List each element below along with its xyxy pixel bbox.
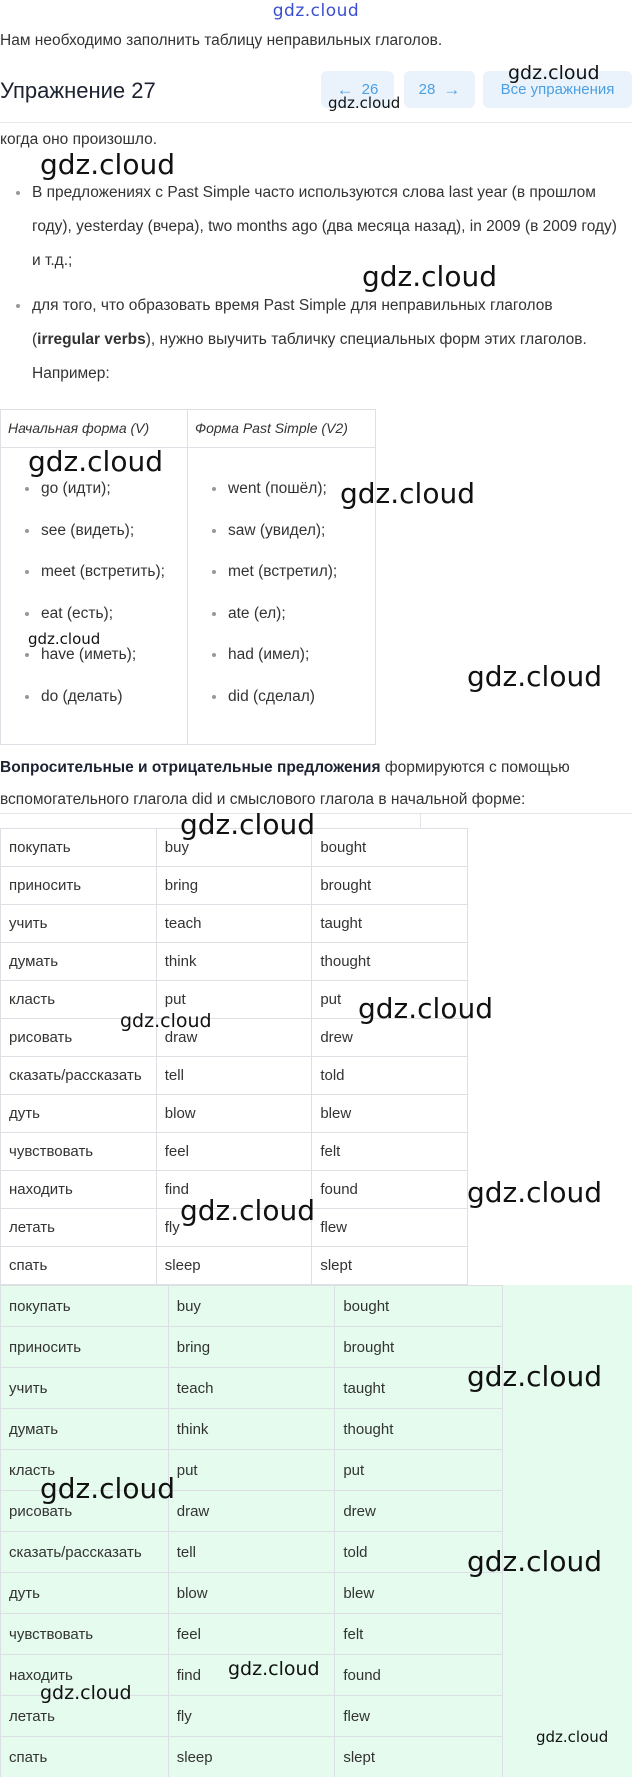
table-row (1, 1573, 503, 1614)
table-cell: sleep (168, 1737, 335, 1777)
past-form-item: met (встретил); (188, 551, 375, 593)
site-logo[interactable]: gdz.cloud (272, 1, 360, 21)
table-cell: bought (312, 829, 468, 867)
next-exercise-button[interactable] (404, 71, 475, 108)
table-cell: think (156, 943, 312, 981)
table-cell: slept (335, 1737, 503, 1777)
past-form-item: went (пошёл); (188, 468, 375, 510)
header-base-form: Начальная форма (V) (1, 410, 188, 447)
watermark: gdz.cloud (467, 1360, 602, 1393)
table-cell: blew (335, 1573, 503, 1614)
header-past-form: Форма Past Simple (V2) (195, 420, 348, 436)
watermark: gdz.cloud (40, 148, 175, 181)
table-cell: brought (312, 867, 468, 905)
table-cell: buy (168, 1286, 335, 1327)
table-cell: flew (312, 1209, 468, 1247)
table-cell: teach (156, 905, 312, 943)
table-cell: спать (1, 1247, 157, 1285)
table-row (1, 867, 468, 905)
watermark: gdz.cloud (28, 445, 163, 478)
table-cell: buy (156, 829, 312, 867)
watermark: gdz.cloud (228, 1658, 320, 1680)
table-row (1, 1737, 503, 1777)
watermark: gdz.cloud (358, 992, 493, 1025)
table-cell: спать (1, 1737, 169, 1777)
table-row (1, 1286, 503, 1327)
theory-bullet: В предложениях с Past Simple часто используются слова last year (в прошлом году), yesterday (вчера), two months ago (два месяца назад), in 2009 (в 2009 году) и т.д.; (14, 176, 620, 278)
past-form-item: saw (увидел); (188, 510, 375, 552)
table-cell: told (335, 1532, 503, 1573)
table-row (1, 1057, 468, 1095)
table-cell: feel (168, 1614, 335, 1655)
table-cell: find (156, 1171, 312, 1209)
watermark: gdz.cloud (328, 94, 401, 112)
table-row (1, 905, 468, 943)
table-cell: blow (168, 1573, 335, 1614)
table-row (1, 943, 468, 981)
exercise-title: Упражнение 27 (0, 78, 156, 103)
table-cell: чувствовать (1, 1133, 157, 1171)
table-row (1, 1327, 503, 1368)
table-row (1, 1532, 503, 1573)
table-cell: found (335, 1655, 503, 1696)
table-cell: slept (312, 1247, 468, 1285)
table-cell: учить (1, 1368, 169, 1409)
table-cell: flew (335, 1696, 503, 1737)
table-cell: чувствовать (1, 1614, 169, 1655)
theory-cut-line: когда оно произошло. (0, 131, 158, 148)
theory-bullets (14, 176, 620, 402)
bullet-bold-term: irregular verbs (37, 331, 146, 348)
table-cell: told (312, 1057, 468, 1095)
watermark: gdz.cloud (536, 1728, 609, 1746)
base-form-item: meet (встретить); (1, 551, 187, 593)
table-row (1, 1133, 468, 1171)
table-cell: blew (312, 1095, 468, 1133)
table-cell: found (312, 1171, 468, 1209)
table-row (1, 1409, 503, 1450)
table-row (1, 1095, 468, 1133)
table-cell: bought (335, 1286, 503, 1327)
questions-note (0, 752, 620, 816)
table-cell: рисовать (1, 1491, 169, 1532)
next-exercise-label: 28 (418, 81, 436, 98)
table-cell: put (168, 1450, 335, 1491)
table-cell: летать (1, 1209, 157, 1247)
table-cell: tell (156, 1057, 312, 1095)
table-cell: brought (335, 1327, 503, 1368)
table-cell: находить (1, 1655, 169, 1696)
table-cell: покупать (1, 829, 157, 867)
table-cell: летать (1, 1696, 169, 1737)
verb-forms-header (1, 410, 375, 448)
table-cell: приносить (1, 1327, 169, 1368)
table-cell: приносить (1, 867, 157, 905)
table-cell: felt (335, 1614, 503, 1655)
table-cell: рисовать (1, 1019, 157, 1057)
watermark: gdz.cloud (180, 1194, 315, 1227)
theory-bullet (14, 289, 620, 391)
header-divider (0, 122, 632, 123)
table-top-tick (420, 813, 421, 828)
task-text: Нам необходимо заполнить таблицу неправильных глаголов. (0, 32, 443, 49)
past-form-item: did (сделал) (188, 676, 375, 718)
table-top-line (0, 813, 632, 814)
bullet-text: для того, что образовать время Past Simple для неправильных глаголов ( (32, 297, 553, 348)
table-cell: класть (1, 1450, 169, 1491)
table-cell: draw (156, 1019, 312, 1057)
table-cell: думать (1, 943, 157, 981)
table-cell: taught (335, 1368, 503, 1409)
table-cell: думать (1, 1409, 169, 1450)
watermark: gdz.cloud (467, 660, 602, 693)
arrow-right-icon: → (443, 79, 461, 99)
prev-exercise-label: 26 (361, 81, 379, 98)
questions-note-bold: Вопросительные и отрицательные предложения (0, 759, 381, 776)
arrow-left-icon: ← (336, 79, 354, 99)
table-cell: fly (168, 1696, 335, 1737)
table-cell: draw (168, 1491, 335, 1532)
watermark: gdz.cloud (40, 1472, 175, 1505)
table-cell: put (312, 981, 468, 1019)
table-cell: находить (1, 1171, 157, 1209)
table-cell: покупать (1, 1286, 169, 1327)
base-form-item: do (делать) (1, 676, 187, 718)
table-cell: drew (312, 1019, 468, 1057)
table-cell: fly (156, 1209, 312, 1247)
table-row (1, 1614, 503, 1655)
watermark: gdz.cloud (28, 630, 101, 648)
table-cell: taught (312, 905, 468, 943)
table-cell: thought (335, 1409, 503, 1450)
table-cell: учить (1, 905, 157, 943)
table-cell: feel (156, 1133, 312, 1171)
table-cell: blow (156, 1095, 312, 1133)
table-cell: сказать/рассказать (1, 1532, 169, 1573)
watermark: gdz.cloud (340, 477, 475, 510)
table-cell: put (335, 1450, 503, 1491)
table-cell: tell (168, 1532, 335, 1573)
table-cell: сказать/рассказать (1, 1057, 157, 1095)
table-cell: bring (168, 1327, 335, 1368)
watermark: gdz.cloud (467, 1176, 602, 1209)
bullet-text: ), нужно выучить табличку специальных форм этих глаголов. Например: (32, 331, 587, 382)
table-cell: drew (335, 1491, 503, 1532)
table-cell: sleep (156, 1247, 312, 1285)
all-exercises-label: Все упражнения (500, 81, 615, 98)
table-cell: дуть (1, 1095, 157, 1133)
table-row (1, 1368, 503, 1409)
base-form-item: go (идти); (1, 468, 187, 510)
past-form-item: ate (ел); (188, 593, 375, 635)
watermark: gdz.cloud (467, 1545, 602, 1578)
past-form-item: had (имел); (188, 634, 375, 676)
table-cell: teach (168, 1368, 335, 1409)
table-cell: put (156, 981, 312, 1019)
watermark: gdz.cloud (180, 808, 315, 841)
base-form-item: eat (есть); (1, 593, 187, 635)
base-forms-list (1, 448, 188, 744)
questions-note-rest: формируются с помощью вспомогательного глагола did и смыслового глагола в начальной форме: (0, 759, 570, 808)
table-cell: think (168, 1409, 335, 1450)
table-cell: класть (1, 981, 157, 1019)
verb-forms-body (1, 448, 375, 744)
table-cell: find (168, 1655, 335, 1696)
watermark: gdz.cloud (40, 1682, 132, 1704)
watermark: gdz.cloud (362, 260, 497, 293)
watermark: gdz.cloud (508, 62, 600, 84)
base-form-item: see (видеть); (1, 510, 187, 552)
table-row (1, 1247, 468, 1285)
table-cell: thought (312, 943, 468, 981)
base-form-item: have (иметь); (1, 634, 187, 676)
watermark: gdz.cloud (120, 1010, 212, 1032)
table-cell: дуть (1, 1573, 169, 1614)
table-cell: bring (156, 867, 312, 905)
table-cell: felt (312, 1133, 468, 1171)
